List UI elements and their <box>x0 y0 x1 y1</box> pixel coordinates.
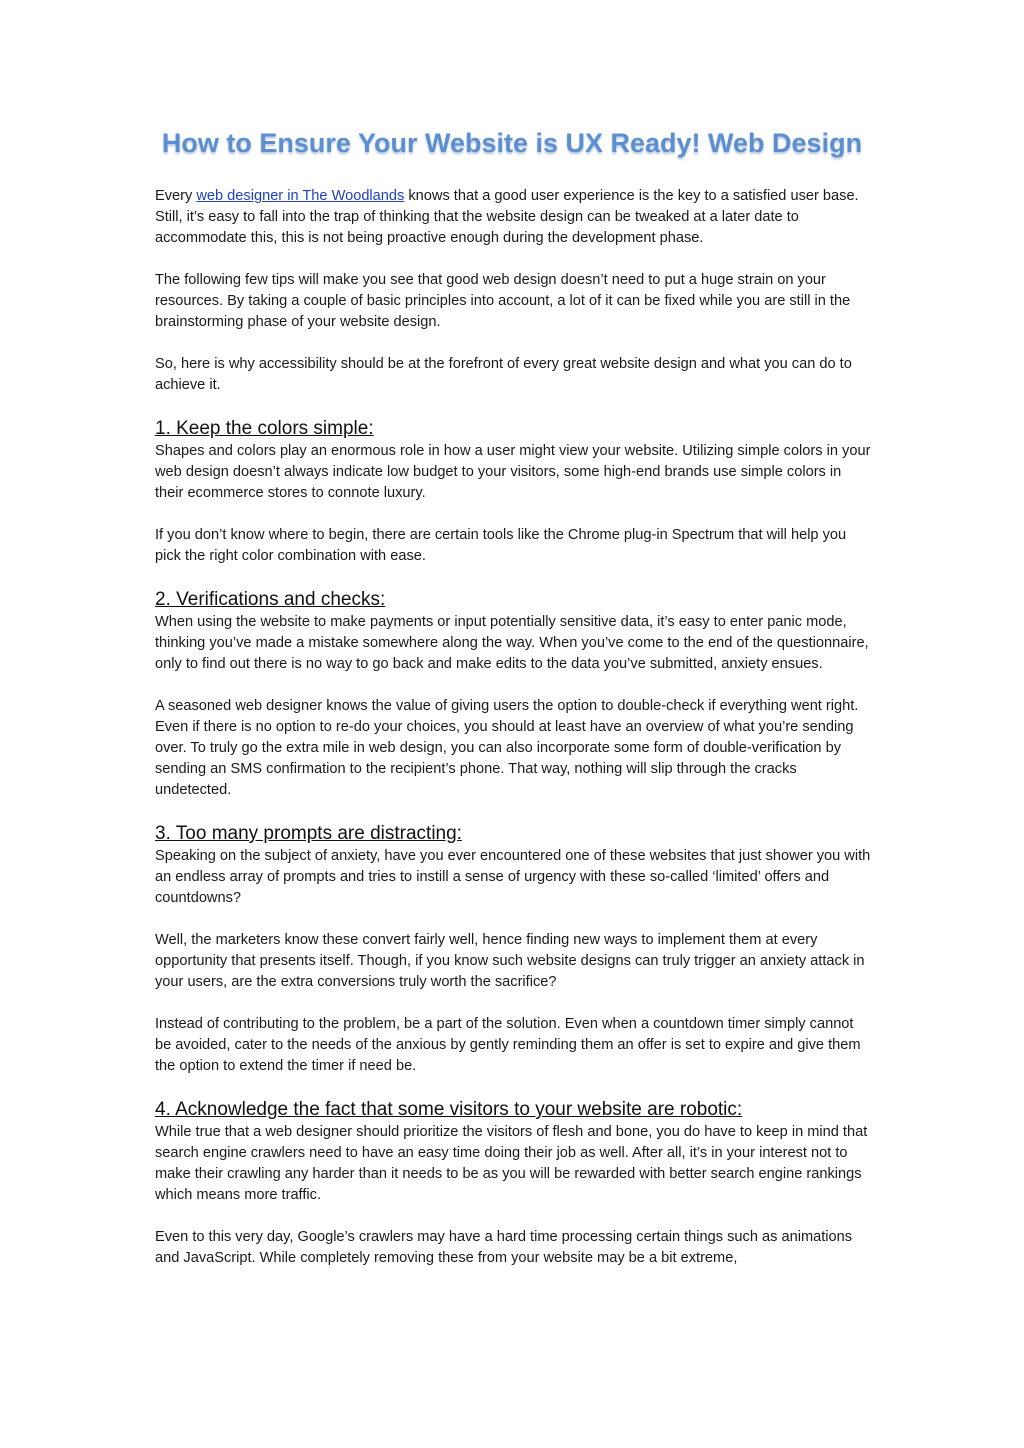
intro-text-before-link: Every <box>155 188 197 204</box>
intro-paragraph-3: So, here is why accessibility should be at the forefront of every great website design and what you can do to achieve it. <box>155 356 852 393</box>
section-paragraph: Well, the marketers know these convert fairly well, hence finding new ways to implement them at every opportunity that presents itself. Though, if you know such website designs can truly trigger an anxiety attack in your users, are the extra conversions truly worth the sacrifice? <box>155 932 865 990</box>
section-paragraph: Shapes and colors play an enormous role in how a user might view your website. Utilizing simple colors in your web design doesn’t always indicate low budget to your visitors, some high-end brands use simple colors in their ecommerce stores to connote luxury. <box>155 443 871 501</box>
section-heading-prompts: 3. Too many prompts are distracting: <box>155 823 462 844</box>
section-paragraph: When using the website to make payments or input potentially sensitive data, it’s easy to enter panic mode, thinking you’ve made a mistake somewhere along the way. When you’ve come to the end of the questionnaire, only to find out there is no way to go back and make edits to the data you’ve submitted, anxiety ensues. <box>155 614 869 672</box>
section-paragraph: While true that a web designer should prioritize the visitors of flesh and bone, you do have to keep in mind that search engine crawlers need to have an easy time doing their job as well. After all, it’s in your interest not to make their crawling any harder than it needs to be as you will be rewarded with better search engine rankings which means more traffic. <box>155 1124 868 1203</box>
intro-paragraph-1 <box>155 186 871 249</box>
document-title: How to Ensure Your Website is UX Ready! Web Design <box>161 128 863 158</box>
intro-paragraph-2: The following few tips will make you see that good web design doesn’t need to put a huge strain on your resources. By taking a couple of basic principles into account, a lot of it can be fixed while you are still in the brainstorming phase of your website design. <box>155 272 851 330</box>
section-paragraph: If you don’t know where to begin, there are certain tools like the Chrome plug-in Spectrum that will help you pick the right color combination with ease. <box>155 527 847 564</box>
section-heading-robotic-visitors: 4. Acknowledge the fact that some visitors to your website are robotic: <box>155 1099 743 1120</box>
document-body <box>155 186 871 1290</box>
section-paragraph: Speaking on the subject of anxiety, have you ever encountered one of these websites that just shower you with an endless array of prompts and tries to instill a sense of urgency with these so-called ‘limited’ offers and countdowns? <box>155 848 871 906</box>
section-heading-verifications: 2. Verifications and checks: <box>155 589 386 610</box>
intro-text-after-link: knows that a good user experience is the key to a satisfied user base. Still, it’s easy to fall into the trap of thinking that the website design can be tweaked at a later date to accommodate this, this is not being proactive enough during the development phase. <box>155 188 859 246</box>
section-paragraph: A seasoned web designer knows the value of giving users the option to double-check if everything went right. Even if there is no option to re-do your choices, you should at least have an overview of what you’re sending over. To truly go the extra mile in web design, you can also incorporate some form of double-verification by sending an SMS confirmation to the recipient’s phone. That way, nothing will slip through the cracks undetected. <box>155 698 859 798</box>
section-paragraph: Even to this very day, Google’s crawlers may have a hard time processing certain things such as animations and JavaScript. While completely removing these from your website may be a bit extreme, <box>155 1229 853 1266</box>
section-paragraph: Instead of contributing to the problem, be a part of the solution. Even when a countdown timer simply cannot be avoided, cater to the needs of the anxious by gently reminding them an offer is set to expire and give them the option to extend the timer if need be. <box>155 1016 861 1074</box>
web-designer-link[interactable]: web designer in The Woodlands <box>196 188 405 204</box>
section-heading-colors: 1. Keep the colors simple: <box>155 418 374 439</box>
